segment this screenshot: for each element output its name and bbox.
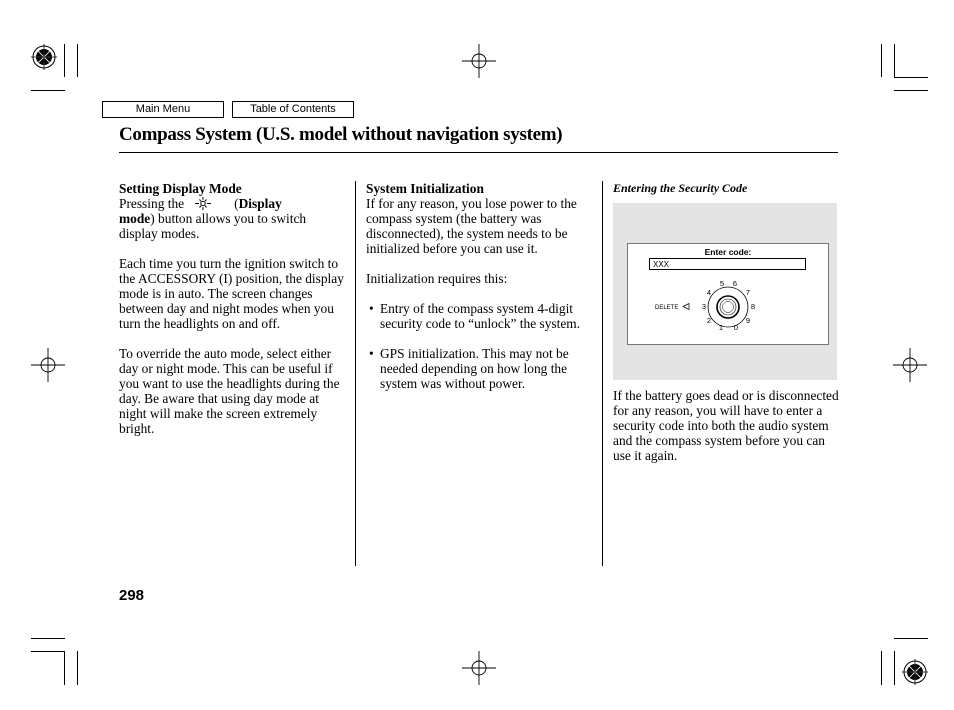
delete-label-text: DELETE bbox=[655, 305, 679, 311]
dial-digit-6: 6 bbox=[732, 279, 738, 288]
list-item: • GPS initialization. This may not be needed depending on how long the system was without power. bbox=[366, 346, 596, 391]
section-heading: System Initialization bbox=[366, 181, 484, 196]
column-system-initialization bbox=[366, 181, 596, 406]
registration-mark-icon bbox=[902, 659, 928, 685]
column-divider bbox=[602, 181, 603, 566]
figure-caption: Entering the Security Code bbox=[613, 181, 748, 195]
dial-digit-4: 4 bbox=[706, 288, 712, 297]
page-title: Compass System (U.S. model without navigation system) bbox=[119, 124, 563, 145]
dial-digit-0: 0 bbox=[733, 323, 739, 332]
column-security-code bbox=[613, 388, 841, 478]
list-item: • Entry of the compass system 4-digit security code to “unlock” the system. bbox=[366, 301, 596, 331]
security-code-field: XXX bbox=[649, 258, 806, 270]
main-menu-button[interactable]: Main Menu bbox=[102, 101, 224, 118]
dial-digit-9: 9 bbox=[745, 316, 751, 325]
crosshair-icon bbox=[462, 651, 496, 685]
paragraph: If the battery goes dead or is disconnected for any reason, you will have to enter a security code into both the audio system and the compass system before you can use it again. bbox=[613, 388, 839, 463]
crosshair-icon bbox=[893, 348, 927, 382]
day-mode-sun-icon bbox=[191, 197, 215, 210]
crosshair-icon bbox=[31, 348, 65, 382]
paragraph: Initialization requires this: bbox=[366, 271, 508, 286]
registration-mark-icon bbox=[31, 44, 57, 70]
column-divider bbox=[355, 181, 356, 566]
paragraph-text: Pressing the bbox=[119, 196, 185, 211]
crosshair-icon bbox=[462, 44, 496, 78]
title-rule bbox=[119, 152, 838, 153]
dial-digit-2: 2 bbox=[706, 316, 712, 325]
dial-digit-7: 7 bbox=[745, 288, 751, 297]
dial-digit-1: 1 bbox=[718, 323, 724, 332]
column-display-mode bbox=[119, 181, 347, 451]
paragraph-text-bold: Display bbox=[238, 196, 282, 211]
page-number: 298 bbox=[119, 587, 145, 604]
table-of-contents-button[interactable]: Table of Contents bbox=[232, 101, 354, 118]
paragraph: If for any reason, you lose power to the compass system (the battery was disconnected), the system needs to be initialized before you can use it. bbox=[366, 196, 577, 256]
paragraph-text-bold: mode bbox=[119, 211, 151, 226]
paragraph: To override the auto mode, select either day or night mode. This can be useful if you want to use the headlights during the day. Be aware that using day mode at night will make the screen extremely bright. bbox=[119, 346, 340, 436]
section-heading: Setting Display Mode bbox=[119, 181, 242, 196]
enter-code-label: Enter code: bbox=[704, 247, 752, 257]
night-mode-moon-icon bbox=[221, 197, 231, 210]
delete-label bbox=[655, 303, 690, 311]
dial-digit-3: 3 bbox=[701, 302, 707, 311]
paragraph: Each time you turn the ignition switch to the ACCESSORY (I) position, the display mode is in auto. The screen changes between day and night modes when you turn the headlights on and off. bbox=[119, 256, 344, 331]
dial-digit-5: 5 bbox=[719, 279, 725, 288]
dial-digit-8: 8 bbox=[750, 302, 756, 311]
paragraph-text: ) button allows you to switch display modes. bbox=[119, 211, 307, 241]
triangle-left-icon bbox=[682, 303, 690, 310]
security-code-screen bbox=[627, 243, 829, 345]
paragraph: Pressing the (Display mode) button allows you to switch display modes. bbox=[119, 196, 307, 241]
